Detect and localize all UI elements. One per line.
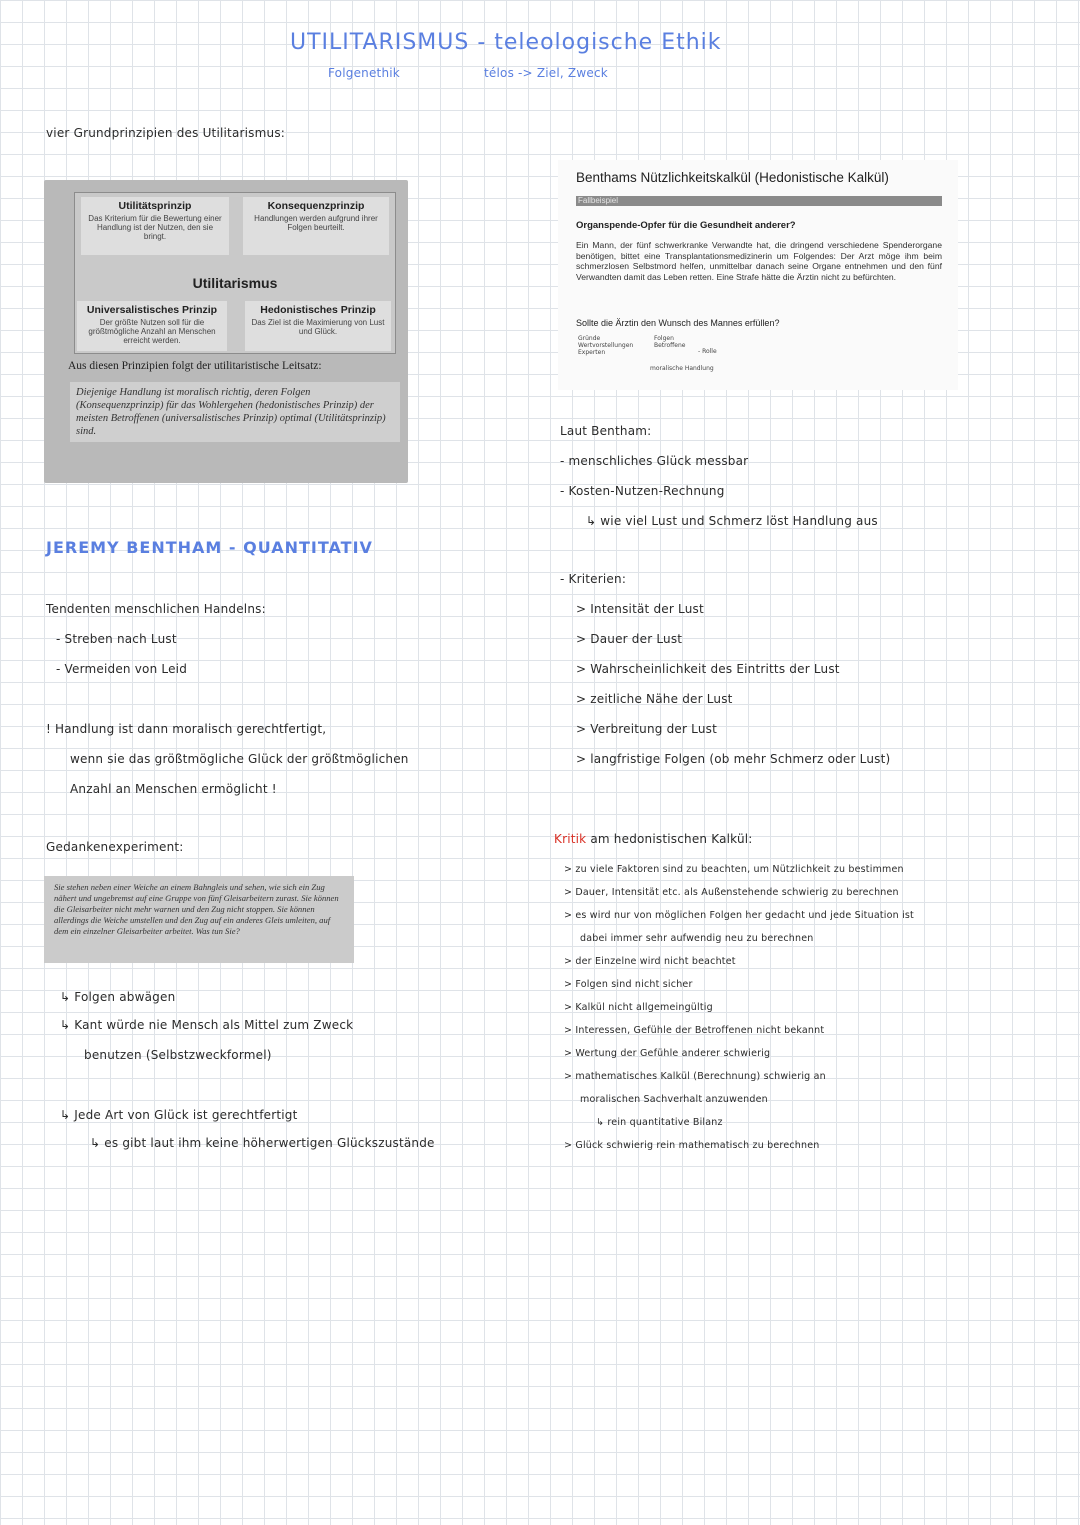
box-consequence-title: Konsequenzprinzip xyxy=(267,200,365,212)
critique-6: > Kalkül nicht allgemeingültig xyxy=(564,1002,713,1013)
box-hedonistic xyxy=(245,301,391,351)
criteria-heading: - Kriterien: xyxy=(560,572,627,586)
box-hedonistic-text: Das Ziel ist die Maximierung von Lust und Glück. xyxy=(251,318,385,336)
case-study-scan xyxy=(558,160,958,390)
box-universal-title: Universalistisches Prinzip xyxy=(86,304,218,316)
scan-note-c: - Rolle xyxy=(698,348,717,355)
note-5: ↳ es gibt laut ihm keine höherwertigen Glückszustände xyxy=(90,1136,435,1150)
scan-question: Sollte die Ärztin den Wunsch des Mannes erfüllen? xyxy=(576,318,780,328)
bentham-point-3: ↳ wie viel Lust und Schmerz löst Handlung aus xyxy=(586,514,878,528)
criterion-1: > Intensität der Lust xyxy=(576,602,704,616)
critique-3-cont: dabei immer sehr aufwendig neu zu berechnen xyxy=(580,933,814,944)
laut-bentham: Laut Bentham: xyxy=(560,424,652,438)
tendencies-heading: Tendenten menschlichen Handelns: xyxy=(46,602,266,616)
critique-2: > Dauer, Intensität etc. als Außenstehende schwierig zu berechnen xyxy=(564,887,899,898)
critique-4: > der Einzelne wird nicht beachtet xyxy=(564,956,736,967)
critique-7: > Interessen, Gefühle der Betroffenen nicht bekannt xyxy=(564,1025,825,1036)
critique-1: > zu viele Faktoren sind zu beachten, um Nützlichkeit zu bestimmen xyxy=(564,864,904,875)
critique-heading-rest: am hedonistischen Kalkül: xyxy=(586,832,753,846)
critique-9: > mathematisches Kalkül (Berechnung) schwierig an xyxy=(564,1071,826,1082)
scan-body: Ein Mann, der fünf schwerkranke Verwandte hat, die dringend verschiedene Spenderorgane benötigen, bittet eine Transplantationsmedizinerin um Folgendes: Der Arzt möge ihm beim schmerzlosen Selbstmord helfen, unmittelbar danach seine Organe entnehmen und den fünf Verwandten damit das Leben retten. Eine Strafe hätte die Ärztin nicht zu befürchten. xyxy=(576,240,942,282)
scan-note-b: Folgen Betroffene xyxy=(654,335,686,349)
moral-line-3: Anzahl an Menschen ermöglicht ! xyxy=(70,782,277,796)
critique-3: > es wird nur von möglichen Folgen her gedacht und jede Situation ist xyxy=(564,910,914,921)
scan-title: Benthams Nützlichkeitskalkül (Hedonistische Kalkül) xyxy=(576,170,889,185)
note-1: ↳ Folgen abwägen xyxy=(60,990,176,1004)
box-consequence xyxy=(243,197,389,255)
moral-line-1: ! Handlung ist dann moralisch gerechtfertigt, xyxy=(46,722,327,736)
criterion-6: > langfristige Folgen (ob mehr Schmerz oder Lust) xyxy=(576,752,891,766)
box-utility-text: Das Kriterium für die Bewertung einer Handlung ist der Nutzen, den sie bringt. xyxy=(88,214,222,241)
box-utility xyxy=(81,197,229,255)
tendency-1: - Streben nach Lust xyxy=(56,632,177,646)
moral-line-2: wenn sie das größtmögliche Glück der größtmöglichen xyxy=(70,752,409,766)
box-universal xyxy=(77,301,227,351)
note-4: ↳ Jede Art von Glück ist gerechtfertigt xyxy=(60,1108,298,1122)
scan-note-d: moralische Handlung xyxy=(650,365,714,372)
bentham-point-1: - menschliches Glück messbar xyxy=(560,454,749,468)
principles-grid xyxy=(74,192,396,354)
scan-heading: Organspende-Opfer für die Gesundheit anderer? xyxy=(576,220,796,231)
critique-heading xyxy=(554,832,753,846)
utilitarianism-label: Utilitarismus xyxy=(192,275,278,291)
leitsatz-lead: Aus diesen Prinzipien folgt der utilitaristische Leitsatz: xyxy=(68,360,322,372)
critique-9-sub: ↳ rein quantitative Bilanz xyxy=(596,1117,723,1128)
box-utility-title: Utilitätsprinzip xyxy=(118,200,192,212)
trolley-problem-photo xyxy=(44,876,354,963)
critique-9-cont: moralischen Sachverhalt anzuwenden xyxy=(580,1094,768,1105)
principles-photo xyxy=(44,180,408,483)
tendency-2: - Vermeiden von Leid xyxy=(56,662,188,676)
note-2: ↳ Kant würde nie Mensch als Mittel zum Zweck xyxy=(60,1018,354,1032)
scan-note-a: Gründe Wertvorstellungen Experten xyxy=(578,335,634,356)
criterion-2: > Dauer der Lust xyxy=(576,632,683,646)
trolley-problem-text: Sie stehen neben einer Weiche an einem Bahngleis und sehen, wie sich ein Zug nähert und ungebremst auf eine Gruppe von fünf Gleisarbeitern zurast. Sie können die Gleisarbeiter nicht mehr warnen und den Zug nicht stoppen. Sie können allerdings die Weiche umstellen und den Zug auf ein anderes Gleis umleiten, auf dem ein einzelner Gleisarbeiter arbeitet. Was tun Sie? xyxy=(54,882,339,936)
leitsatz-quote: Diejenige Handlung ist moralisch richtig, deren Folgen (Konsequenzprinzip) für das Wohlergehen (hedonistisches Prinzip) der meisten Betroffenen (universalistisches Prinzip) optimal (Utilitätsprinzip) sind. xyxy=(70,382,400,442)
critique-10: > Glück schwierig rein mathematisch zu berechnen xyxy=(564,1140,820,1151)
critique-8: > Wertung der Gefühle anderer schwierig xyxy=(564,1048,771,1059)
box-consequence-text: Handlungen werden aufgrund ihrer Folgen beurteilt. xyxy=(254,214,378,232)
criterion-5: > Verbreitung der Lust xyxy=(576,722,717,736)
subtitle-right: télos -> Ziel, Zweck xyxy=(484,66,608,80)
critique-heading-red: Kritik xyxy=(554,832,587,846)
bentham-point-2: - Kosten-Nutzen-Rechnung xyxy=(560,484,725,498)
experiment-heading: Gedankenexperiment: xyxy=(46,840,184,854)
scan-bar-label: Fallbeispiel xyxy=(578,196,619,205)
criterion-3: > Wahrscheinlichkeit des Eintritts der Lust xyxy=(576,662,840,676)
criterion-4: > zeitliche Nähe der Lust xyxy=(576,692,733,706)
intro-text: vier Grundprinzipien des Utilitarismus: xyxy=(46,126,286,140)
box-universal-text: Der größte Nutzen soll für die größtmögliche Anzahl an Menschen erreicht werden. xyxy=(88,318,216,345)
scan-bar xyxy=(576,196,942,206)
page-title: UTILITARISMUS - teleologische Ethik xyxy=(290,30,722,55)
bentham-heading: JEREMY BENTHAM - QUANTITATIV xyxy=(46,538,373,557)
note-3: benutzen (Selbstzweckformel) xyxy=(84,1048,272,1062)
subtitle-left: Folgenethik xyxy=(328,66,400,80)
box-hedonistic-title: Hedonistisches Prinzip xyxy=(260,304,376,316)
critique-5: > Folgen sind nicht sicher xyxy=(564,979,693,990)
